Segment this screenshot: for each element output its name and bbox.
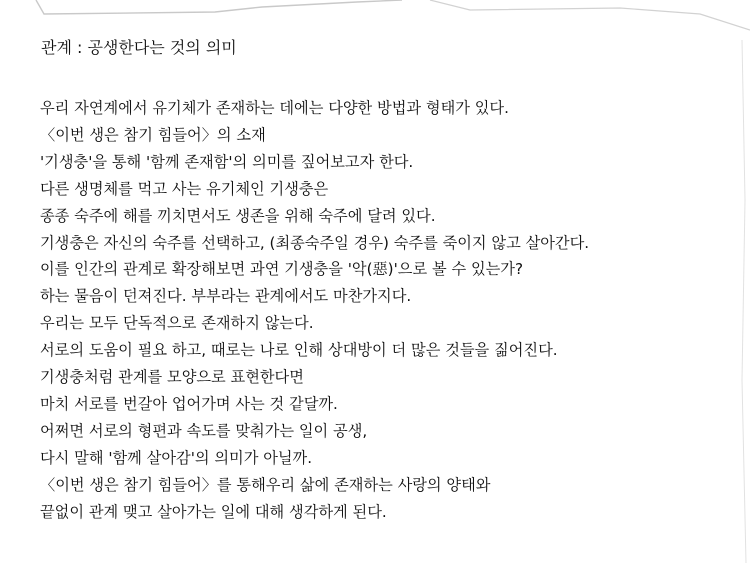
text-line: 기생충처럼 관계를 모양으로 표현한다면 [40,368,304,387]
text-line: 우리는 모두 단독적으로 존재하지 않는다. [40,314,314,333]
text-line: 〈이번 생은 참기 힘들어〉를 통해우리 삶에 존재하는 사랑의 양태와 [40,475,491,494]
text-line: 서로의 도움이 필요 하고, 때로는 나로 인해 상대방이 더 많은 것들을 짊어진다. [40,341,558,360]
text-line: 하는 물음이 던져진다. 부부라는 관계에서도 마찬가지다. [40,287,412,306]
text-line: 어쩌면 서로의 형편과 속도를 맞춰가는 일이 공생, [40,421,368,440]
text-line: 다른 생명체를 먹고 사는 유기체인 기생충은 [40,179,329,198]
text-line: 〈이번 생은 참기 힘들어〉의 소재 [40,125,266,144]
text-line: 다시 말해 '함께 살아감'의 의미가 아닐까. [40,448,313,467]
document-body [40,36,730,526]
text-line: 끝없이 관계 맺고 살아가는 일에 대해 생각하게 된다. [40,502,387,521]
text-line: 이를 인간의 관계로 확장해보면 과연 기생충을 '악(惡)'으로 볼 수 있는가? [40,260,524,279]
text-line: '기생충'을 통해 '함께 존재함'의 의미를 짚어보고자 한다. [40,152,414,171]
text-line: 기생충은 자신의 숙주를 선택하고, (최종숙주일 경우) 숙주를 죽이지 않고 살아간다. [40,233,590,252]
text-line: 우리 자연계에서 유기체가 존재하는 데에는 다양한 방법과 형태가 있다. [40,99,509,117]
text-line: 종종 숙주에 해를 끼치면서도 생존을 위해 숙주에 달려 있다. [40,206,436,225]
text-line: 마치 서로를 번갈아 업어가며 사는 것 같달까. [40,394,338,413]
document-title: 관계 : 공생한다는 것의 의미 [41,38,237,57]
